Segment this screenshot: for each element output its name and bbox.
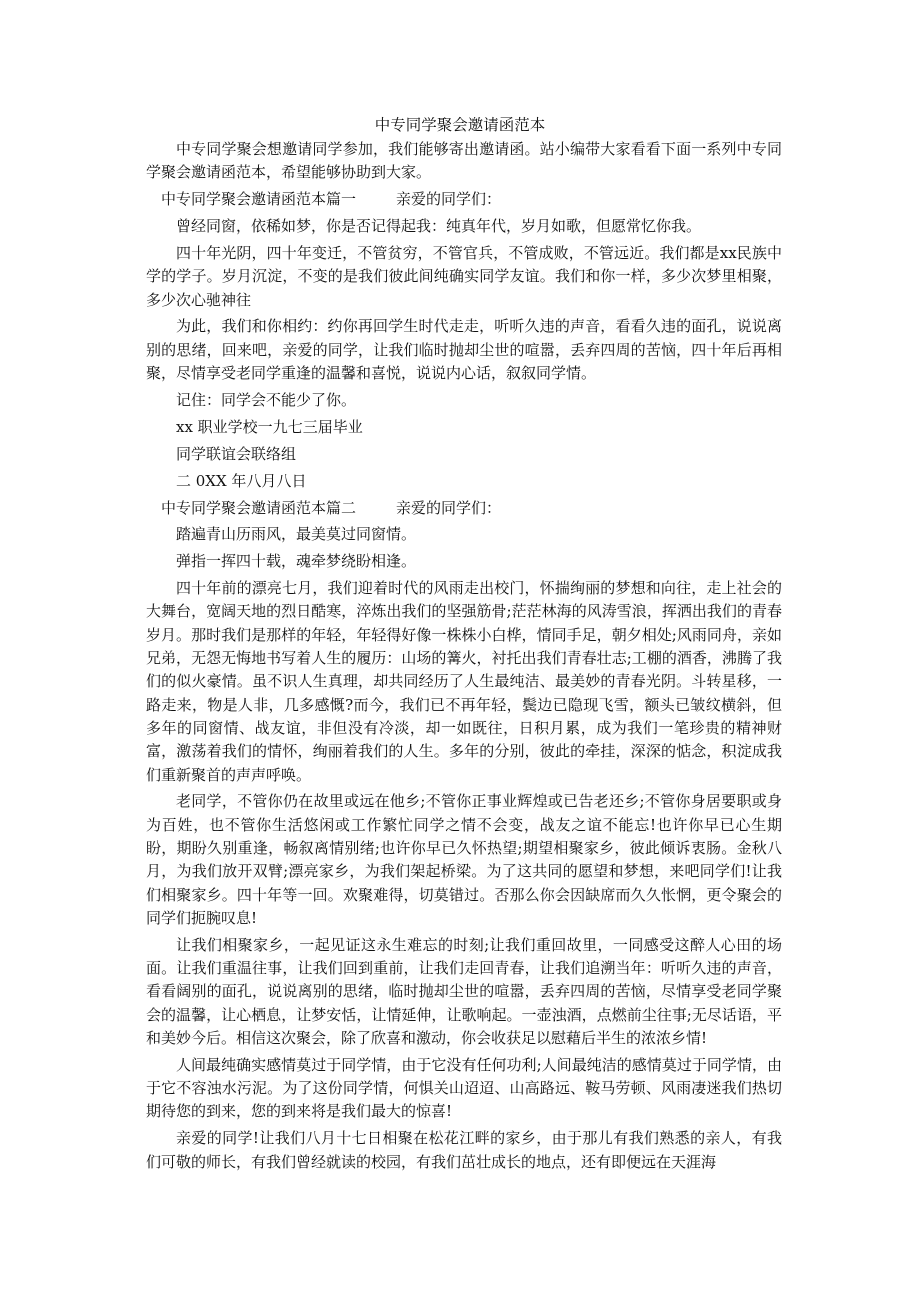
letter2-verse-line: 弹指一挥四十载，魂牵梦绕盼相逢。: [176, 552, 417, 571]
letter2-paragraph: 四十年前的漂亮七月，我们迎着时代的风雨走出校门，怀揣绚丽的梦想和向往，走上社会的大舞台，宽阔天地的烈日酷寒，淬炼出我们的坚强筋骨;茫茫林海的风涛雪浪，挥洒出我们的青春岁月。那时我们是那样的年轻，年轻得好像一株株小白桦，情同手足，朝夕相处;风雨同舟，亲如兄弟，无怨无悔地书写着人生的履历：山场的篝火，衬托出我们青春壮志;工棚的酒香，沸腾了我们的似火豪情。虽不识人生真理，却共同经历了人生最纯洁、最美妙的青春光阴。斗转星移，一路走来，物是人非，几多感慨?而今，我们已不再年轻，鬓边已隐现飞雪，额头已皱纹横斜，但多年的同窗情、战友谊，非但没有冷淡，却一如既往，日积月累，成为我们一笔珍贵的精神财富，激荡着我们的情怀，绚丽着我们的人生。多年的分别，彼此的牵挂，深深的惦念，积淀成我们重新聚首的声声呼唤。: [146, 579, 782, 784]
intro-paragraph: 中专同学聚会想邀请同学参加，我们能够寄出邀请函。站小编带大家看看下面一系列中专同学聚会邀请函范本，希望能够协助到大家。: [146, 140, 782, 182]
letter1-signature-date: 二 0XX 年八月八日: [176, 471, 307, 490]
letter1-paragraph: 四十年光阴，四十年变迁，不管贫穷，不管官兵，不管成败，不管远近。我们都是xx民族中学的学子。岁月沉淀，不变的是我们彼此间纯确实同学友谊。我们和你一样，多少次梦里相聚，多少次心驰神往: [146, 243, 782, 309]
letter2-paragraph: 老同学，不管你仍在故里或远在他乡;不管你正事业辉煌或已告老还乡;不管你身居要职或身为百姓，也不管你生活悠闲或工作繁忙同学之情不会变，战友之谊不能忘!也许你早已心生期盼，期盼久别重逢，畅叙离情别绪;也许你早已久怀热望;期望相聚家乡，彼此倾诉衷肠。金秋八月，为我们放开双臂;漂亮家乡，为我们架起桥梁。为了这共同的愿望和梦想，来吧同学们!让我们相聚家乡。四十年等一回。欢聚难得，切莫错过。否那么你会因缺席而久久怅惘，更令聚会的同学们扼腕叹息!: [146, 792, 782, 927]
letter1-paragraph: 记住：同学会不能少了你。: [176, 390, 357, 409]
letter2-salutation: 亲爱的同学们：: [396, 498, 502, 517]
letter1-salutation: 亲爱的同学们：: [396, 190, 502, 209]
letter1-signature-school: xx 职业学校一九七三届毕业: [176, 417, 363, 436]
letter2-paragraph: 让我们相聚家乡，一起见证这永生难忘的时刻;让我们重回故里，一同感受这醉人心田的场面。让我们重温往事，让我们回到重前，让我们走回青春，让我们追溯当年：听听久违的声音，看看阔别的面孔，说说离别的思绪，临时抛却尘世的喧嚣，丢弃四周的苦恼，尽情享受老同学聚会的温馨，让心栖息，让梦安恬，让情延伸，让歌响起。一壶浊酒，点燃前尘往事;无尽话语，平和美妙今后。相信这次聚会，除了欣喜和激动，你会收获足以慰藉后半生的浓浓乡情!: [146, 935, 782, 1047]
letter2-heading: 中专同学聚会邀请函范本篇二: [161, 498, 357, 517]
letter2-paragraph: 人间最纯确实感情莫过于同学情，由于它没有任何功利;人间最纯洁的感情莫过于同学情，由于它不容浊水污泥。为了这份同学情，何惧关山迢迢、山高路远、鞍马劳顿、风雨凄迷我们热切期待您的到来，您的到来将是我们最大的惊喜!: [146, 1055, 782, 1121]
letter1-paragraph: 曾经同窗，依稀如梦，你是否记得起我：纯真年代，岁月如歌，但愿常忆你我。: [176, 217, 702, 236]
document-body: [146, 138, 782, 1178]
letter1-heading-line: [146, 188, 782, 211]
letter2-verse-line: 踏遍青山历雨风，最美莫过同窗情。: [176, 525, 417, 544]
letter2-paragraph: 亲爱的同学!让我们八月十七日相聚在松花江畔的家乡，由于那儿有我们熟悉的亲人，有我们可敬的师长，有我们曾经就读的校园，有我们茁壮成长的地点，还有即便远在天涯海: [146, 1129, 782, 1171]
letter2-heading-line: [146, 497, 782, 520]
letter1-signature-group: 同学联谊会联络组: [176, 444, 297, 463]
letter1-paragraph: 为此，我们和你相约：约你再回学生时代走走，听听久违的声音，看看久违的面孔，说说离别的思绪，回来吧，亲爱的同学，让我们临时抛却尘世的喧嚣，丢弃四周的苦恼，四十年后再相聚，尽情享受老同学重逢的温馨和喜悦，说说内心话，叙叙同学情。: [146, 317, 782, 383]
letter1-heading: 中专同学聚会邀请函范本篇一: [161, 190, 357, 209]
document-title: 中专同学聚会邀请函范本: [374, 116, 546, 134]
